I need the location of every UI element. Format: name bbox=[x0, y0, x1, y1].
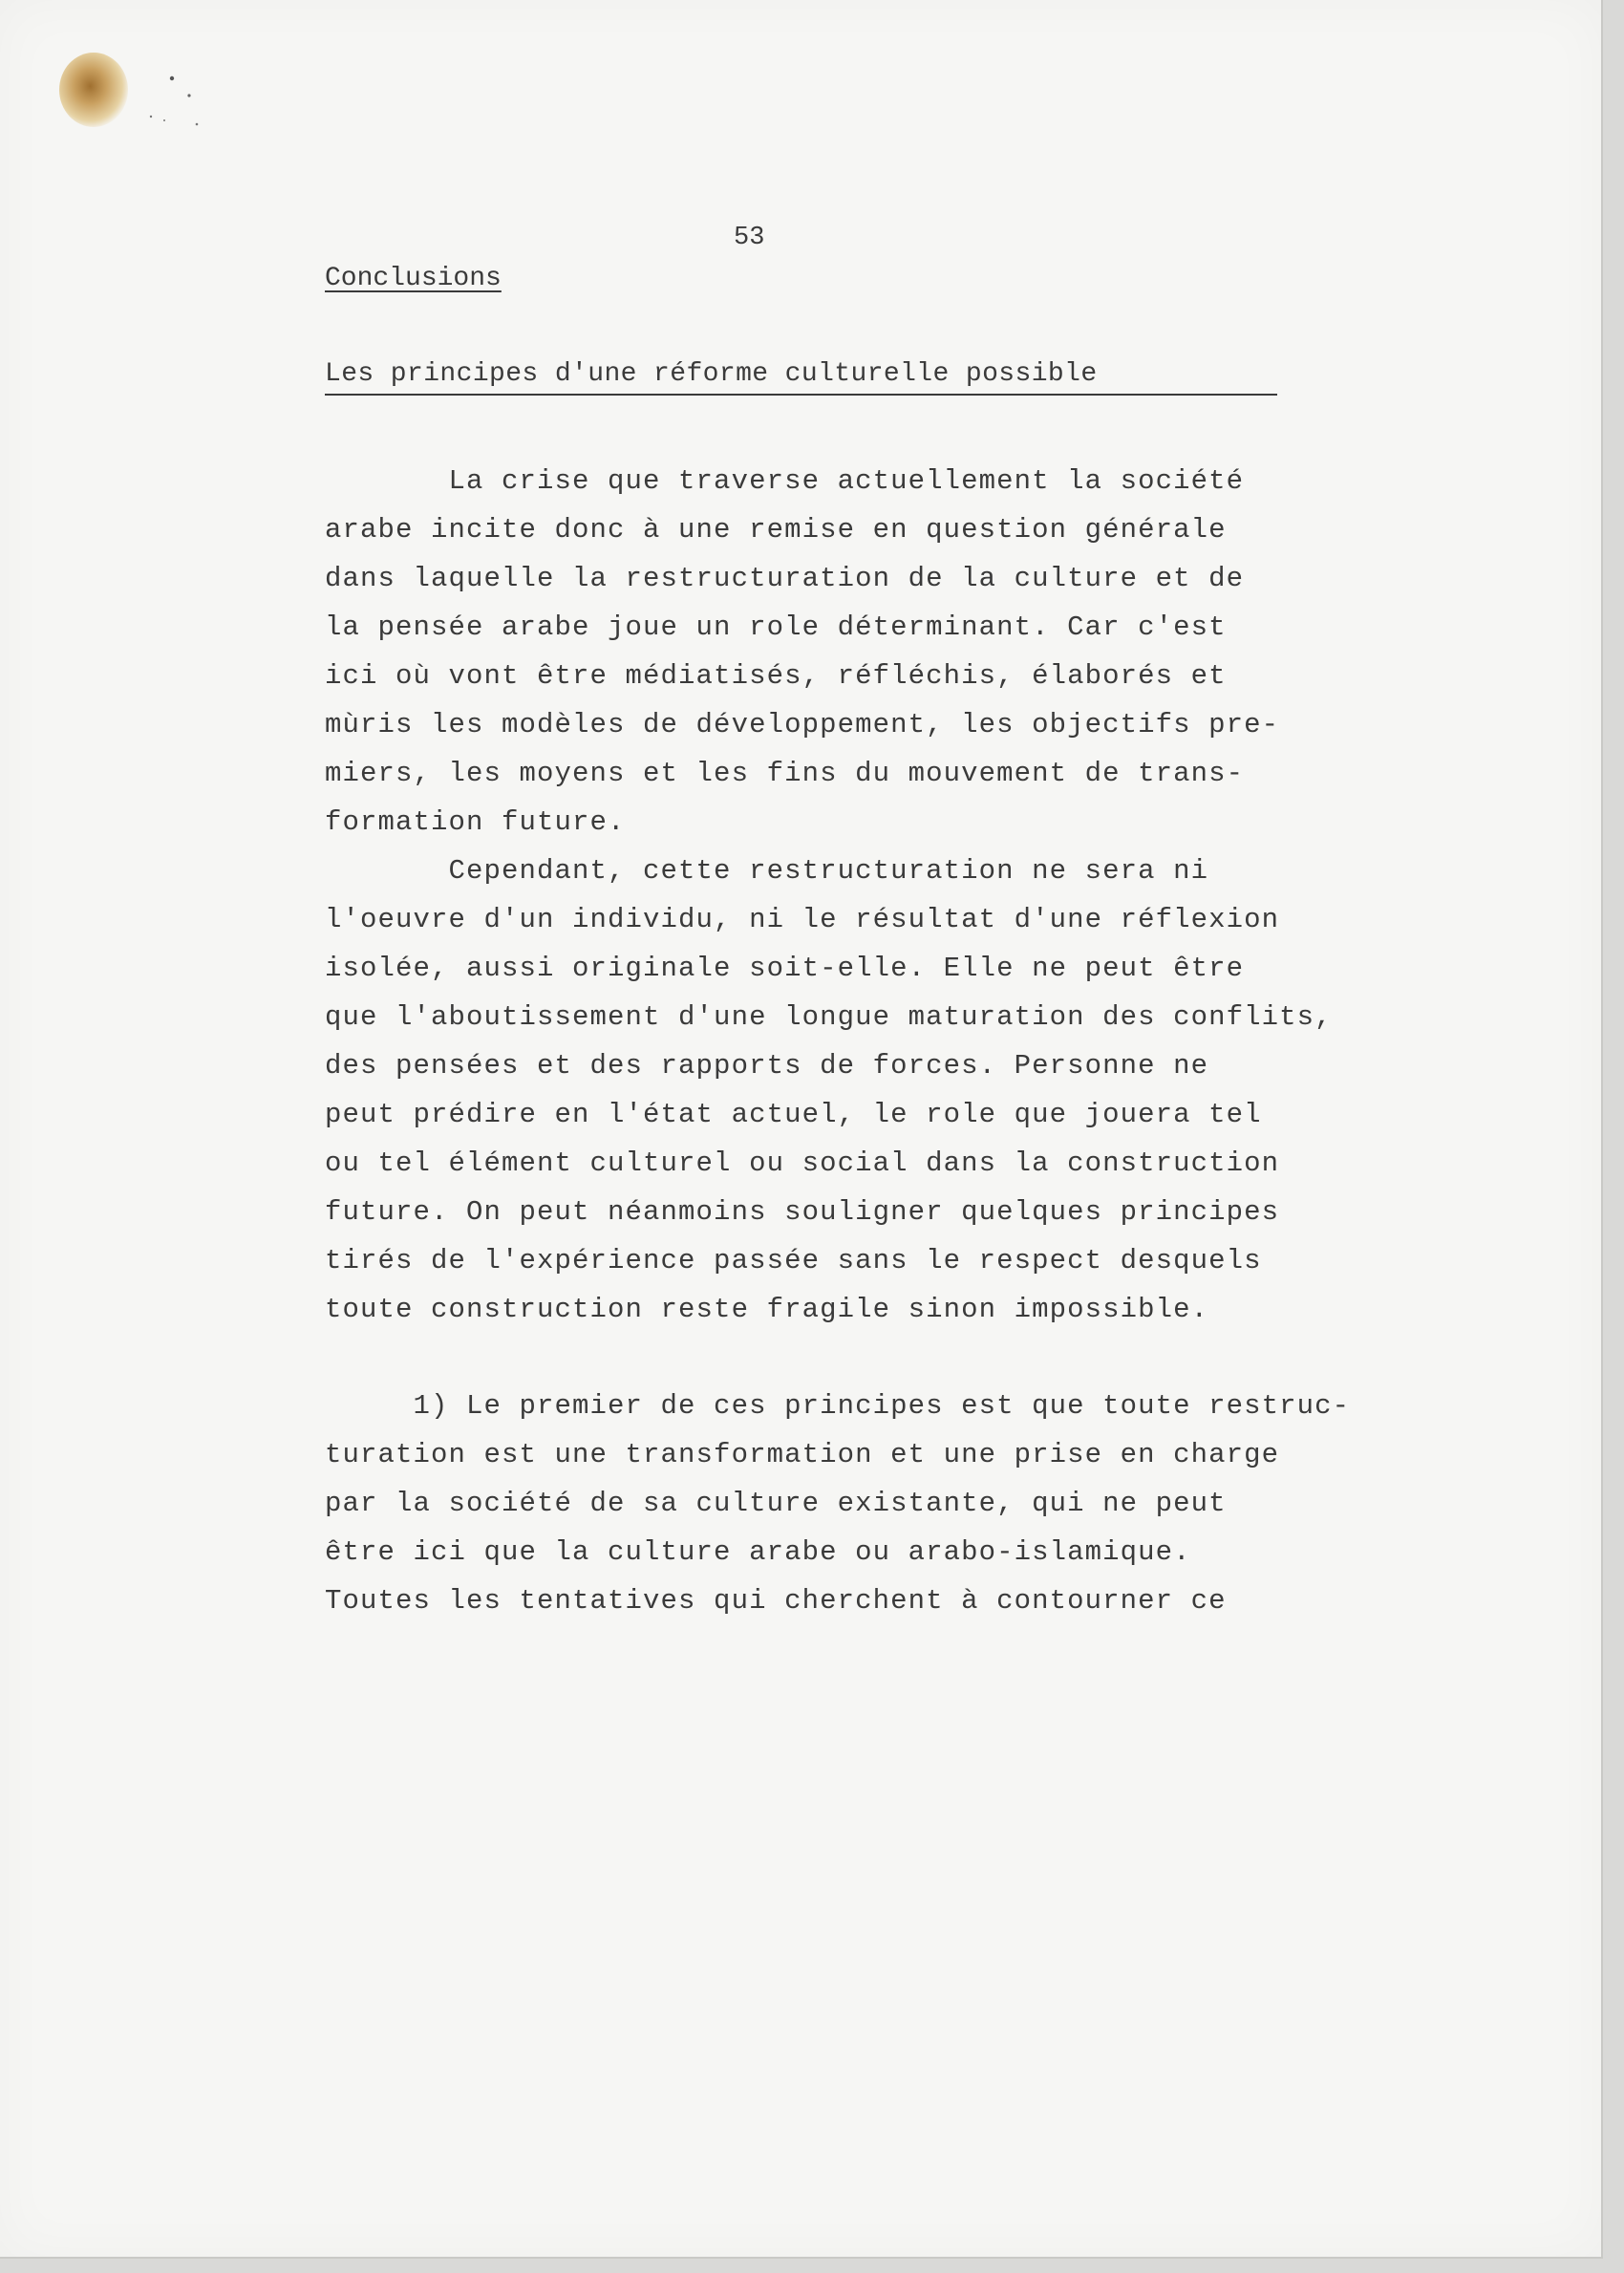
text-line: La crise que traverse actuellement la société bbox=[325, 465, 1245, 497]
text-line: 1) Le premier de ces principes est que toute restruc- bbox=[325, 1390, 1351, 1422]
text-line: isolée, aussi originale soit-elle. Elle ne peut être bbox=[325, 953, 1245, 984]
text-line: tirés de l'expérience passée sans le respect desquels bbox=[325, 1245, 1262, 1276]
text-line: formation future. bbox=[325, 806, 626, 838]
page-number: 53 bbox=[734, 224, 765, 252]
text-line: l'oeuvre d'un individu, ni le résultat d'une réflexion bbox=[325, 904, 1280, 935]
text-line: être ici que la culture arabe ou arabo-islamique. bbox=[325, 1536, 1191, 1568]
subtitle: Les principes d'une réforme culturelle possible bbox=[325, 359, 1098, 389]
text-line: peut prédire en l'état actuel, le role que jouera tel bbox=[325, 1099, 1262, 1130]
text-line: future. On peut néanmoins souligner quelques principes bbox=[325, 1196, 1280, 1228]
text-line: turation est une transformation et une prise en charge bbox=[325, 1439, 1280, 1470]
text-line: des pensées et des rapports de forces. Personne ne bbox=[325, 1050, 1209, 1082]
text-line: ou tel élément culturel ou social dans la construction bbox=[325, 1147, 1280, 1179]
paragraph bbox=[325, 1382, 1433, 1625]
ink-specks bbox=[143, 67, 210, 134]
subtitle-underline bbox=[325, 394, 1277, 396]
text-line: Toutes les tentatives qui cherchent à contourner ce bbox=[325, 1585, 1227, 1617]
text-line: miers, les moyens et les fins du mouvement de trans- bbox=[325, 758, 1245, 789]
body-text bbox=[325, 457, 1433, 1625]
text-line: par la société de sa culture existante, qui ne peut bbox=[325, 1488, 1227, 1519]
text-line: arabe incite donc à une remise en question générale bbox=[325, 514, 1227, 546]
paragraph bbox=[325, 847, 1433, 1334]
text-line: que l'aboutissement d'une longue maturation des conflits, bbox=[325, 1001, 1333, 1033]
text-line: dans laquelle la restructuration de la culture et de bbox=[325, 563, 1245, 594]
text-line: mùris les modèles de développement, les objectifs pre- bbox=[325, 709, 1280, 740]
section-title: Conclusions bbox=[325, 264, 502, 293]
paper-stain bbox=[59, 53, 128, 127]
text-line: ici où vont être médiatisés, réfléchis, élaborés et bbox=[325, 660, 1227, 692]
paragraph-gap bbox=[325, 1334, 1433, 1382]
paragraph bbox=[325, 457, 1433, 847]
text-line: la pensée arabe joue un role déterminant. Car c'est bbox=[325, 611, 1227, 643]
text-line: toute construction reste fragile sinon impossible. bbox=[325, 1294, 1209, 1325]
text-line: Cependant, cette restructuration ne sera ni bbox=[325, 855, 1209, 887]
